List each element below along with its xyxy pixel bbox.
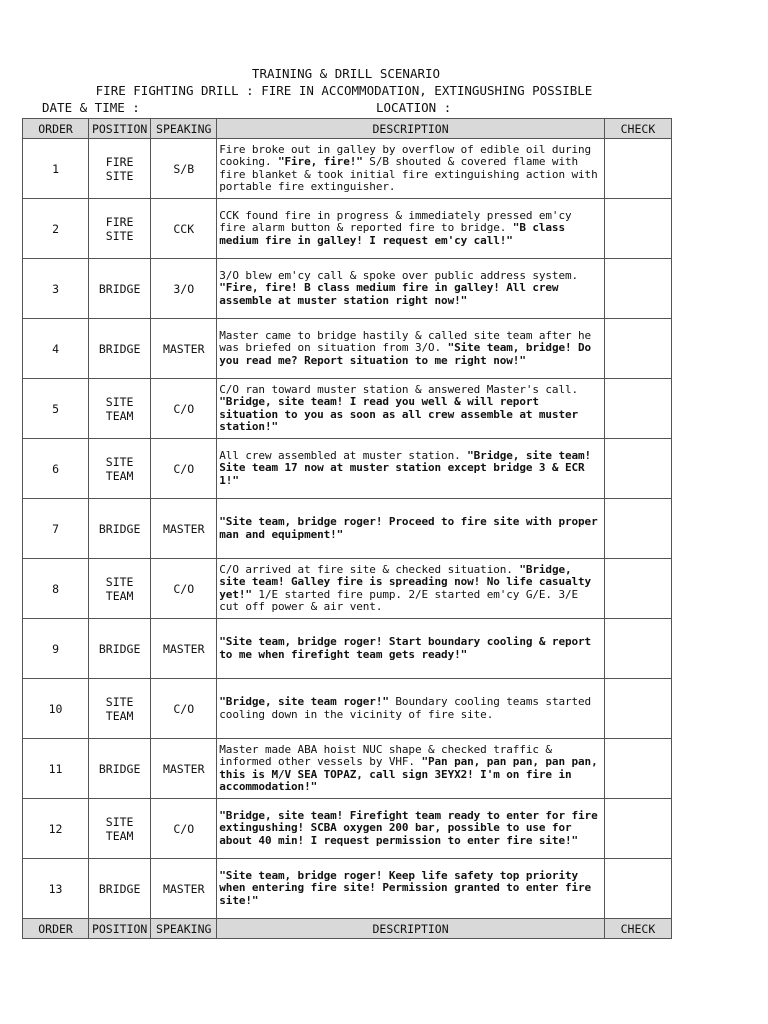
check-cell (604, 619, 671, 679)
description-cell (217, 619, 605, 679)
speaking-cell: MASTER (151, 499, 217, 559)
description-cell (217, 439, 605, 499)
table-row (23, 619, 672, 679)
order-cell: 10 (23, 679, 89, 739)
position-cell: BRIDGE (89, 499, 151, 559)
description-quote: "Bridge, site team! Site team 17 now at muster station except bridge 3 & ECR 1!" (219, 448, 592, 487)
description-text: CCK found fire in progress & immediately pressed em'cy fire alarm button & reported fire to bridge. (219, 208, 572, 235)
check-cell (604, 559, 671, 619)
position-cell: BRIDGE (89, 739, 151, 799)
order-cell: 1 (23, 139, 89, 199)
table-row (23, 859, 672, 919)
table-row (23, 139, 672, 199)
description-cell (217, 739, 605, 799)
header-description: DESCRIPTION (217, 119, 605, 139)
check-cell (604, 859, 671, 919)
description-quote: "Bridge, site team! Firefight team ready to enter for fire extingushing! SCBA oxygen 200 bar, possible to use for about 40 min! I request permission to enter fire site!" (219, 808, 598, 847)
table-row (23, 199, 672, 259)
description-quote: "Fire, fire! B class medium fire in galley! All crew assemble at muster station right now!" (219, 281, 559, 307)
description-quote: "Fire, fire!" (277, 155, 363, 168)
description-text: Master came to bridge hastily & called site team after he was briefed on situation from 3/O. (219, 328, 592, 355)
table-body (23, 119, 672, 939)
description-quote: "Site team, bridge roger! Start boundary cooling & report to me when firefight team gets ready!" (219, 635, 592, 661)
order-cell: 11 (23, 739, 89, 799)
position-cell: FIRE SITE (89, 199, 151, 259)
description-cell (217, 559, 605, 619)
check-cell (604, 799, 671, 859)
speaking-cell: MASTER (151, 319, 217, 379)
description-text: C/O ran toward muster station & answered Master's call. (219, 382, 579, 396)
speaking-cell: C/O (151, 679, 217, 739)
position-cell: SITE TEAM (89, 679, 151, 739)
description-text: Fire broke out in galley by overflow of edible oil during cooking. (219, 142, 592, 168)
footer-description: DESCRIPTION (217, 919, 605, 939)
description-cell (217, 799, 605, 859)
check-cell (604, 739, 671, 799)
speaking-cell: 3/O (151, 259, 217, 319)
order-cell: 7 (23, 499, 89, 559)
header-speaking: SPEAKING (151, 119, 217, 139)
footer-speaking: SPEAKING (151, 919, 217, 939)
description-quote: "Bridge, site team! I read you well & will report situation to you as soon as all crew assemble at muster station!" (219, 395, 579, 433)
order-cell: 6 (23, 439, 89, 499)
check-cell (604, 379, 671, 439)
description-cell (217, 499, 605, 559)
footer-order: ORDER (23, 919, 89, 939)
check-cell (604, 499, 671, 559)
check-cell (604, 199, 671, 259)
speaking-cell: S/B (151, 139, 217, 199)
date-time-label: DATE & TIME : (42, 100, 140, 115)
date-location-line (42, 100, 682, 116)
description-quote: "Bridge, site team! Galley fire is spreading now! No life casualty yet!" (219, 562, 592, 601)
description-quote: "Site team, bridge roger! Keep life safety top priority when entering fire site! Permission granted to enter fire site!" (219, 868, 592, 907)
order-cell: 5 (23, 379, 89, 439)
table-row (23, 319, 672, 379)
description-text: 3/O blew em'cy call & spoke over public address system. (219, 268, 579, 282)
speaking-cell: MASTER (151, 859, 217, 919)
position-cell: SITE TEAM (89, 559, 151, 619)
table-row (23, 679, 672, 739)
check-cell (604, 679, 671, 739)
order-cell: 9 (23, 619, 89, 679)
description-cell (217, 259, 605, 319)
description-quote: "Site team, bridge roger! Proceed to fire site with proper man and equipment!" (219, 515, 598, 541)
order-cell: 3 (23, 259, 89, 319)
description-quote: "B class medium fire in galley! I request em'cy call!" (219, 221, 565, 247)
table-row (23, 739, 672, 799)
order-cell: 13 (23, 859, 89, 919)
description-text: Master made ABA hoist NUC shape & checked traffic & informed other vessels by VHF. (219, 742, 552, 768)
order-cell: 8 (23, 559, 89, 619)
speaking-cell: C/O (151, 559, 217, 619)
speaking-cell: C/O (151, 799, 217, 859)
table-row (23, 559, 672, 619)
footer-position: POSITION (89, 919, 151, 939)
description-cell (217, 199, 605, 259)
description-cell (217, 319, 605, 379)
position-cell: BRIDGE (89, 259, 151, 319)
header-order: ORDER (23, 119, 89, 139)
speaking-cell: CCK (151, 199, 217, 259)
speaking-cell: MASTER (151, 739, 217, 799)
description-cell (217, 139, 605, 199)
document-title: TRAINING & DRILL SCENARIO (251, 66, 441, 81)
description-quote: "Bridge, site team roger!" (219, 695, 389, 708)
description-text: C/O arrived at fire site & checked situation. (219, 562, 520, 576)
check-cell (604, 259, 671, 319)
document-subtitle: FIRE FIGHTING DRILL : FIRE IN ACCOMMODATION, EXTINGUSHING POSSIBLE (95, 83, 593, 98)
order-cell: 12 (23, 799, 89, 859)
description-quote: "Pan pan, pan pan, pan pan, this is M/V SEA TOPAZ, call sign 3EYX2! I'm on fire in accommodation!" (219, 755, 598, 793)
header-check: CHECK (604, 119, 671, 139)
table-header-row (23, 119, 672, 139)
order-cell: 4 (23, 319, 89, 379)
description-cell (217, 859, 605, 919)
position-cell: SITE TEAM (89, 379, 151, 439)
drill-scenario-table (22, 118, 672, 939)
speaking-cell: C/O (151, 439, 217, 499)
check-cell (604, 439, 671, 499)
speaking-cell: MASTER (151, 619, 217, 679)
table-row (23, 499, 672, 559)
description-text: Boundary cooling teams started cooling down in the vicinity of fire site. (219, 695, 592, 721)
position-cell: FIRE SITE (89, 139, 151, 199)
header-position: POSITION (89, 119, 151, 139)
table-footer-row (23, 919, 672, 939)
footer-check: CHECK (604, 919, 671, 939)
position-cell: SITE TEAM (89, 439, 151, 499)
position-cell: BRIDGE (89, 619, 151, 679)
location-label: LOCATION : (376, 100, 452, 115)
description-text: S/B shouted & covered flame with fire blanket & took initial fire extinguishing action with portable fire extinguisher. (219, 155, 598, 193)
speaking-cell: C/O (151, 379, 217, 439)
description-cell (217, 379, 605, 439)
check-cell (604, 319, 671, 379)
description-text: All crew assembled at muster station. (219, 448, 468, 462)
description-text: 1/E started fire pump. 2/E started em'cy G/E. 3/E cut off power & air vent. (219, 587, 579, 613)
check-cell (604, 139, 671, 199)
position-cell: SITE TEAM (89, 799, 151, 859)
table-row (23, 259, 672, 319)
position-cell: BRIDGE (89, 859, 151, 919)
order-cell: 2 (23, 199, 89, 259)
table-row (23, 799, 672, 859)
description-quote: "Site team, bridge! Do you read me? Report situation to me right now!" (219, 341, 592, 367)
description-cell (217, 679, 605, 739)
table-row (23, 439, 672, 499)
position-cell: BRIDGE (89, 319, 151, 379)
table-row (23, 379, 672, 439)
